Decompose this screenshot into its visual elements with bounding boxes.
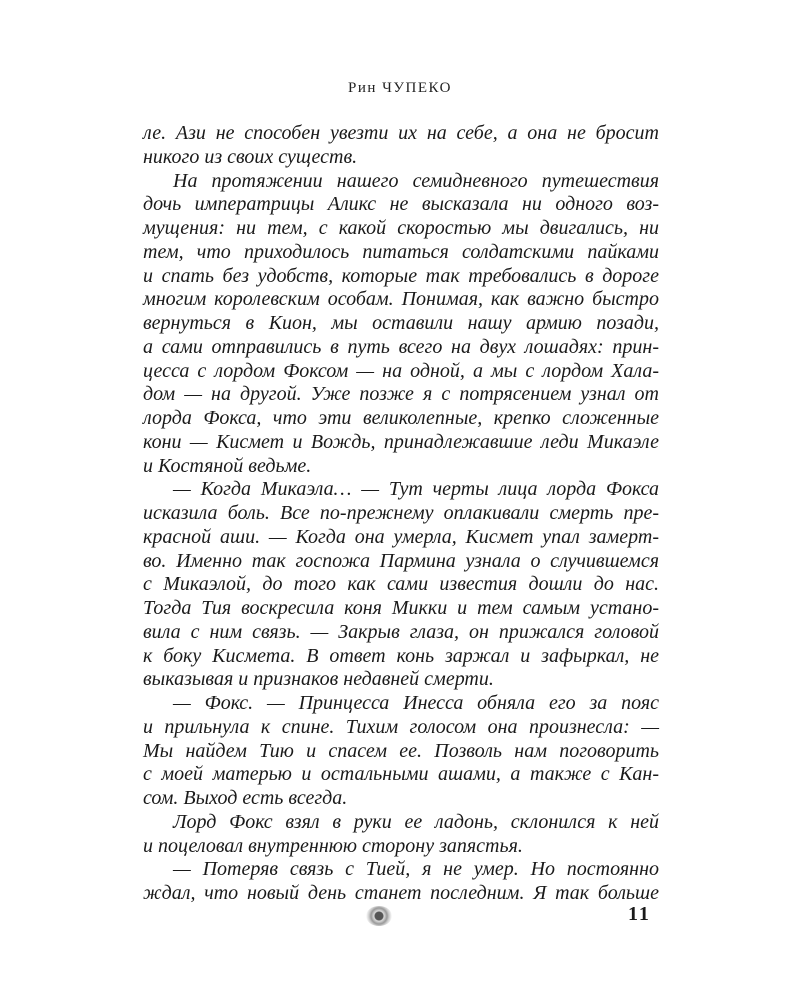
text-line: исказила боль. Все по-прежнему оплакивали смерть пре- <box>143 502 659 524</box>
text-line: сом. Выход есть всегда. <box>143 787 348 809</box>
text-line: с Микаэлой, до того как сами известия дошли до нас. <box>143 573 659 596</box>
text-line: Мы найдем Тию и спасем ее. Позволь нам поговорить <box>143 739 659 762</box>
text-line: мущения: ни тем, с какой скоростью мы двигались, ни <box>143 217 659 239</box>
text-line: тем, что приходилось питаться солдатскими пайками <box>143 240 659 263</box>
text-line: цесса с лордом Фоксом — на одной, а мы с лордом Хала- <box>143 359 659 382</box>
text-line: Лорд Фокс взял в руки ее ладонь, склонился к ней <box>173 810 659 833</box>
text-line: никого из своих существ. <box>143 145 358 168</box>
text-line: и прильнула к спине. Тихим голосом она произнесла: — <box>143 715 659 738</box>
text-line: выказывая и признаков недавней смерти. <box>143 668 494 691</box>
text-line: многим королевским особам. Понимая, как важно быстро <box>143 288 659 311</box>
text-line: кони — Кисмет и Вождь, принадлежавшие леди Микаэле <box>143 430 659 453</box>
page-number: 11 <box>628 903 651 925</box>
body-text <box>143 122 659 906</box>
text-line: — Потеряв связь с Тией, я не умер. Но постоянно <box>173 858 659 881</box>
text-line: дом — на другой. Уже позже я с потрясением узнал от <box>143 383 659 406</box>
text-line: ждал, что новый день станет последним. Я так больше <box>143 882 659 904</box>
text-line: вила с ним связь. — Закрыв глаза, он прижался головой <box>143 620 659 643</box>
text-line: лорда Фокса, что эти великолепные, крепко сложенные <box>143 407 659 429</box>
text-line: и спать без удобств, которые так требовались в дороге <box>143 264 659 287</box>
text-line: дочь императрицы Аликс не высказала ни одного воз- <box>143 193 659 216</box>
text-line: — Фокс. — Принцесса Инесса обняла его за пояс <box>173 692 659 714</box>
text-line: к боку Кисмета. В ответ конь заржал и зафыркал, не <box>143 644 659 667</box>
text-line: Тогда Тия воскресила коня Микки и тем самым устано- <box>143 597 659 619</box>
text-line: с моей матерью и остальными ашами, а также с Кан- <box>143 763 659 786</box>
text-line: а сами отправились в путь всего на двух лошадях: прин- <box>143 335 659 358</box>
text-line: красной аши. — Когда она умерла, Кисмет упал замерт- <box>143 525 659 548</box>
text-line: На протяжении нашего семидневного путешествия <box>173 169 659 192</box>
text-line: и поцеловал внутреннюю сторону запястья. <box>143 834 523 857</box>
text-line: и Костяной ведьме. <box>143 454 312 477</box>
text-line: ле. Ази не способен увезти их на себе, а она не бросит <box>143 122 659 144</box>
text-line: — Когда Микаэла… — Тут черты лица лорда Фокса <box>173 478 659 501</box>
text-line: во. Именно так госпожа Пармина узнала о случившемся <box>143 549 659 572</box>
ornament-icon <box>366 906 392 926</box>
text-line: вернуться в Кион, мы оставили нашу армию позади, <box>143 312 659 334</box>
running-header: Рин ЧУПЕКО <box>348 80 452 96</box>
